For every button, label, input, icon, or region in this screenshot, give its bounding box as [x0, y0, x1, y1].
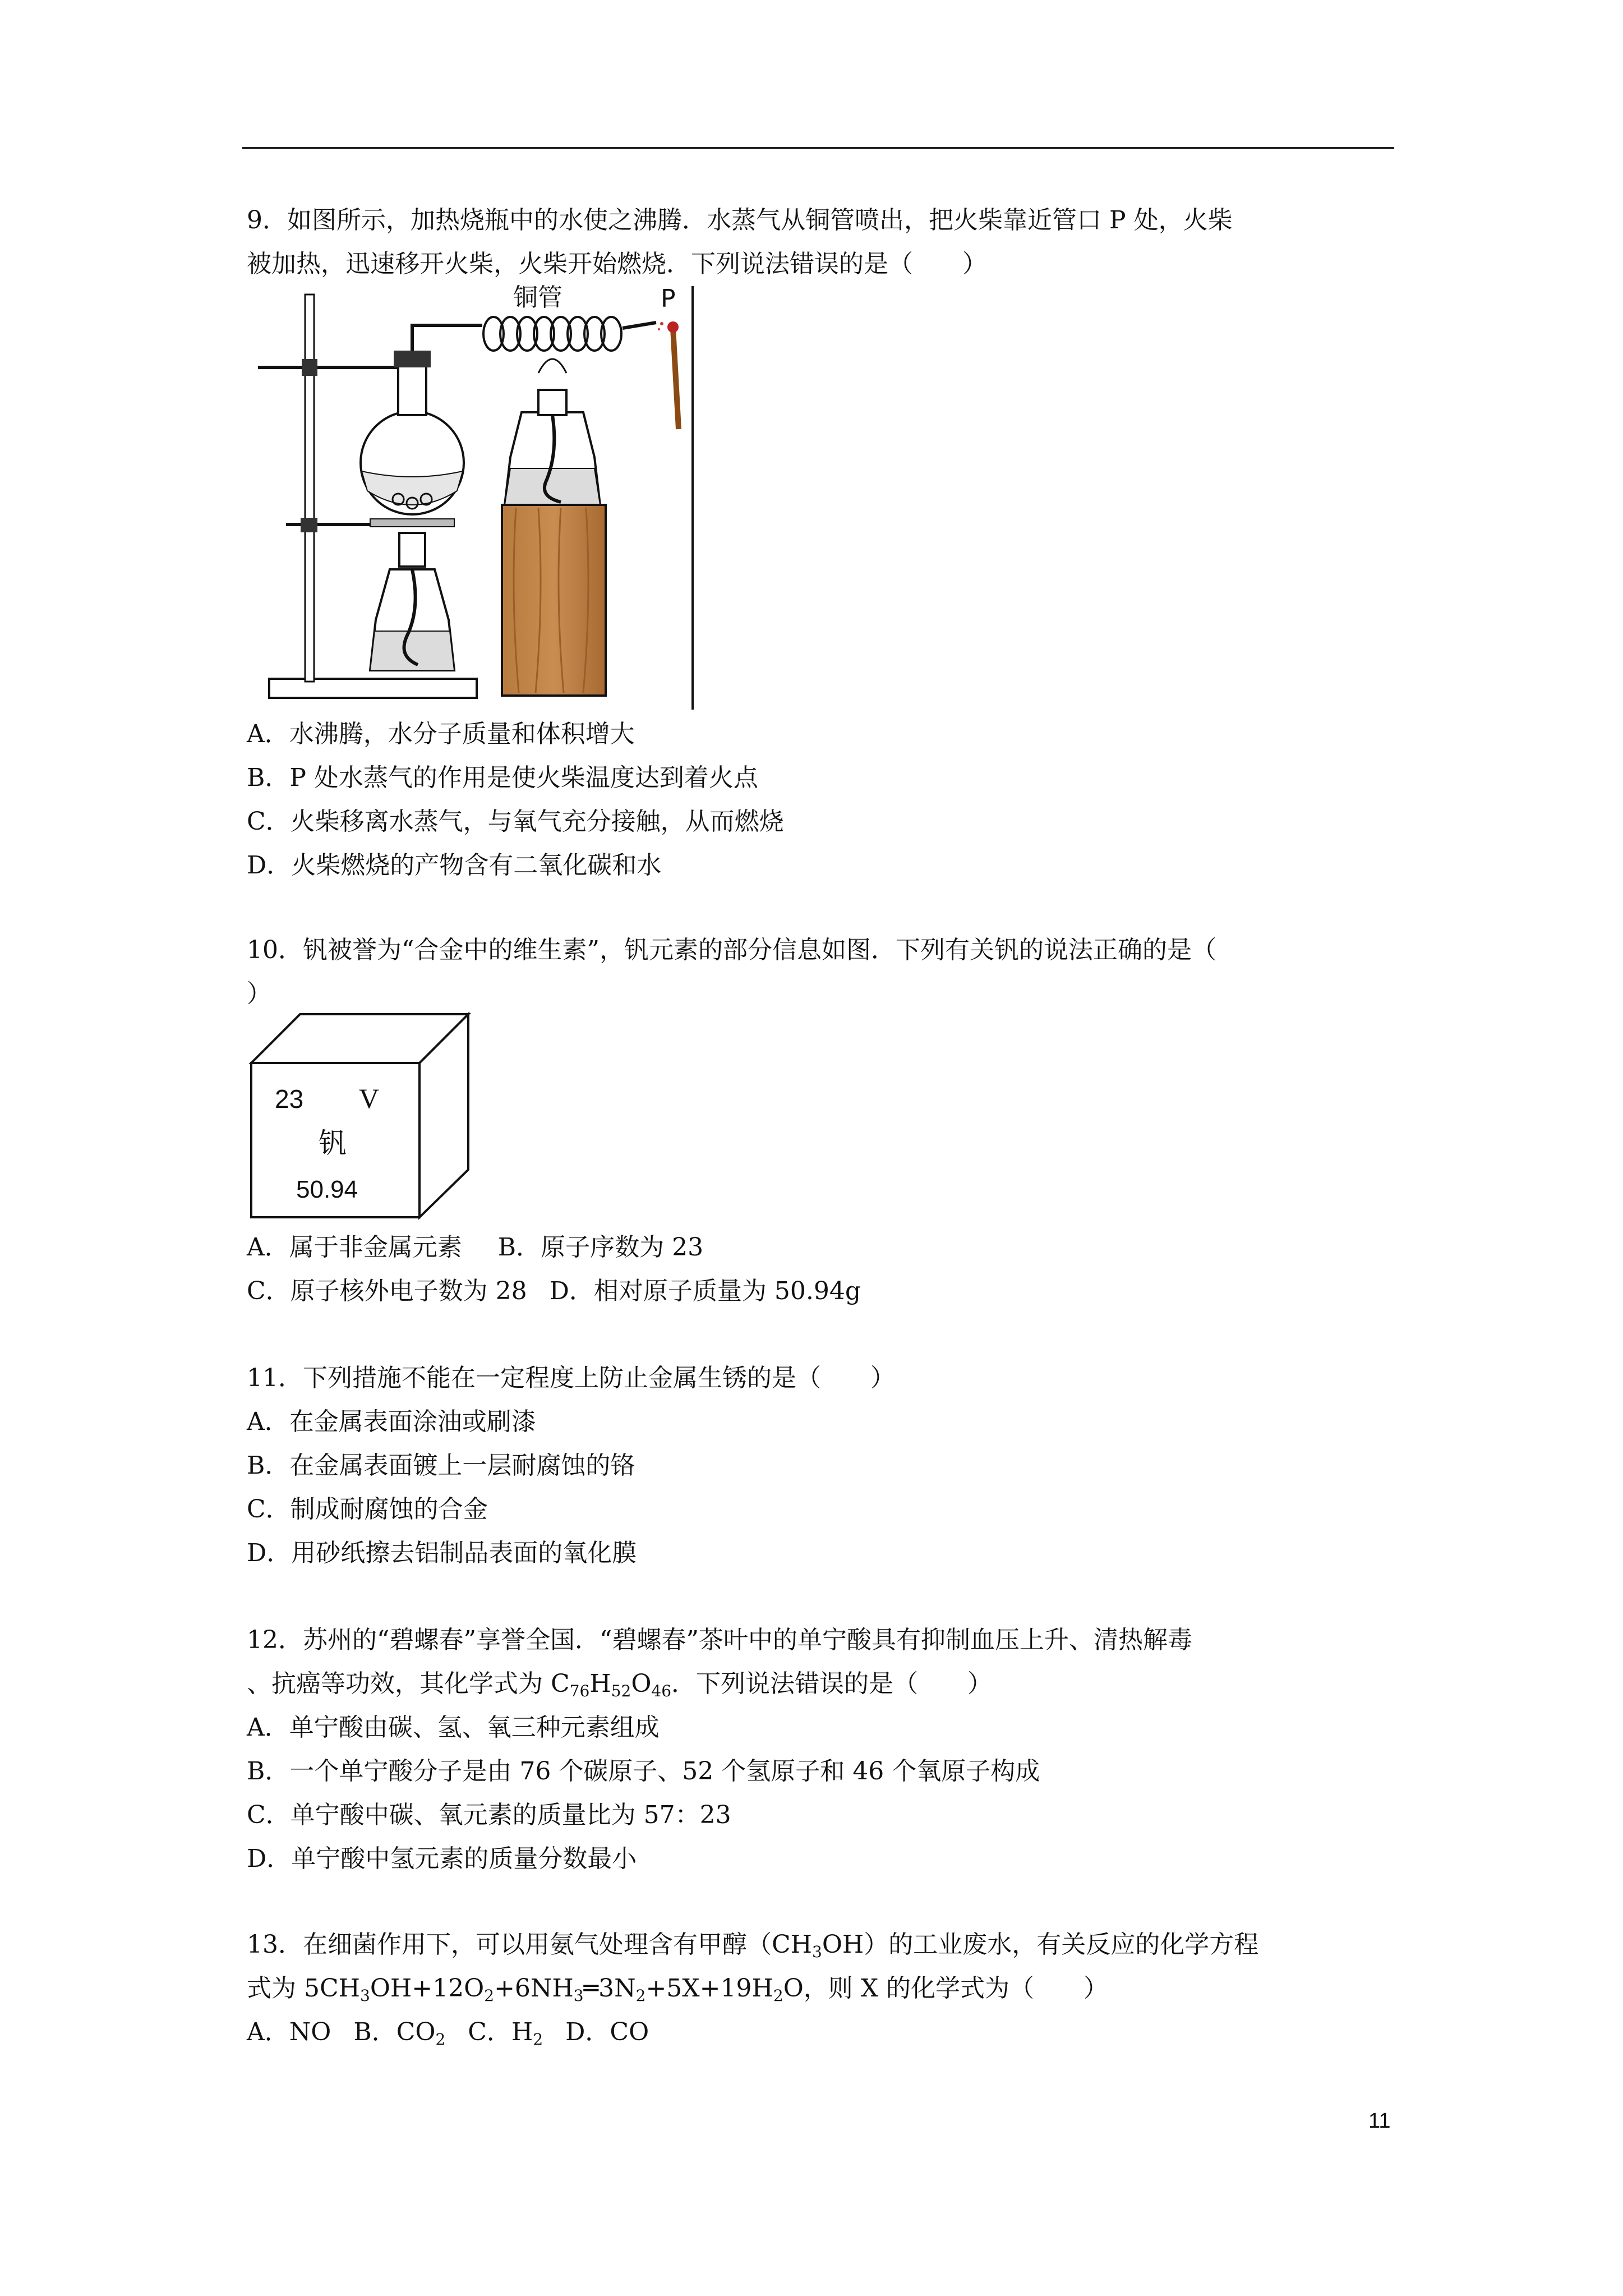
- q12-stem-line-1: 12．苏州的“碧螺春”享誉全国．“碧螺春”茶叶中的单宁酸具有抑制血压上升、清热解毒: [247, 1626, 1192, 1654]
- q9-option-b[interactable]: B．P 处水蒸气的作用是使火柴温度达到着火点: [247, 763, 758, 792]
- page-number: 11: [1368, 2109, 1391, 2133]
- q13-stem-line-1: 13．在细菌作用下，可以用氨气处理含有甲醇$(CH_3OH)$的工业废水，有关反应的化学方程: [247, 1930, 1259, 1961]
- element-atomic-mass: 50.94: [296, 1176, 358, 1203]
- q10-option-a[interactable]: A．属于非金属元素: [247, 1233, 462, 1262]
- q13-stem-line-2-equation: 式为 $5CH_3OH+12O_2+6NH_3═3N_2+5X+19H_2O$，则 X 的化学式为（ ）: [247, 1974, 1109, 2005]
- q12-option-d[interactable]: D．单宁酸中氢元素的质量分数最小: [247, 1844, 637, 1873]
- q10-option-d[interactable]: D．相对原子质量为 50.94g: [549, 1277, 861, 1305]
- q13-options: [247, 2010, 1396, 2054]
- q12-stem-line-2: 、抗癌等功效，其化学式为 $C_{76}H_{52}O_{46}$．下列说法错误的是（ ）: [247, 1669, 993, 1700]
- q13-option-b[interactable]: B．$CO_2$: [353, 2018, 446, 2049]
- q10-option-b[interactable]: B．原子序数为 23: [497, 1233, 704, 1262]
- q10-stem-line-2: ）: [247, 979, 271, 1008]
- q9-options: [247, 712, 1396, 887]
- q13-option-d[interactable]: D．CO: [565, 2018, 649, 2046]
- copper-tube-label: 铜管: [513, 283, 562, 312]
- question-9: [247, 199, 1396, 286]
- header-rule: [242, 147, 1394, 149]
- element-symbol: V: [359, 1083, 380, 1114]
- q10-options: [247, 1226, 1396, 1313]
- q10-option-c[interactable]: C．原子核外电子数为 28: [247, 1277, 527, 1305]
- q9-stem-line-1: 9．如图所示，加热烧瓶中的水使之沸腾．水蒸气从铜管喷出，把火柴靠近管口 P 处，火柴: [247, 206, 1233, 234]
- question-10: [247, 928, 1396, 1016]
- q12-option-b[interactable]: B．一个单宁酸分子是由 76 个碳原子、52 个氢原子和 46 个氧原子构成: [247, 1757, 1040, 1786]
- q11-stem: 11．下列措施不能在一定程度上防止金属生锈的是（ ）: [247, 1364, 895, 1392]
- q11-option-d[interactable]: D．用砂纸擦去铝制品表面的氧化膜: [247, 1539, 637, 1567]
- distillation-apparatus-figure: [247, 283, 695, 710]
- question-11: [247, 1356, 1396, 1575]
- q11-option-c[interactable]: C．制成耐腐蚀的合金: [247, 1495, 488, 1524]
- q9-option-c[interactable]: C．火柴移离水蒸气，与氧气充分接触，从而燃烧: [247, 807, 784, 836]
- q10-stem-line-1: 10．钒被誉为“合金中的维生素”，钒元素的部分信息如图．下列有关钒的说法正确的是（: [247, 936, 1216, 964]
- q13-option-a[interactable]: A．NO: [247, 2018, 331, 2046]
- vanadium-element-card: [247, 1010, 471, 1223]
- element-atomic-number: 23: [275, 1084, 304, 1114]
- q12-option-c[interactable]: C．单宁酸中碳、氧元素的质量比为 57：23: [247, 1801, 731, 1829]
- q9-option-d[interactable]: D．火柴燃烧的产物含有二氧化碳和水: [247, 851, 662, 880]
- point-p-label: P: [661, 284, 676, 313]
- q12-option-a[interactable]: A．单宁酸由碳、氢、氧三种元素组成: [247, 1713, 660, 1742]
- question-13: [247, 1923, 1396, 2054]
- q13-option-c[interactable]: C．$H_2$: [468, 2018, 543, 2049]
- q9-stem-line-2: 被加热，迅速移开火柴，火柴开始燃烧．下列说法错误的是（ ）: [247, 250, 987, 278]
- question-12: [247, 1618, 1396, 1881]
- q11-option-b[interactable]: B．在金属表面镀上一层耐腐蚀的铬: [247, 1451, 635, 1480]
- q9-option-a[interactable]: A．水沸腾，水分子质量和体积增大: [247, 720, 635, 748]
- q11-option-a[interactable]: A．在金属表面涂油或刷漆: [247, 1407, 536, 1436]
- element-name: 钒: [319, 1127, 347, 1159]
